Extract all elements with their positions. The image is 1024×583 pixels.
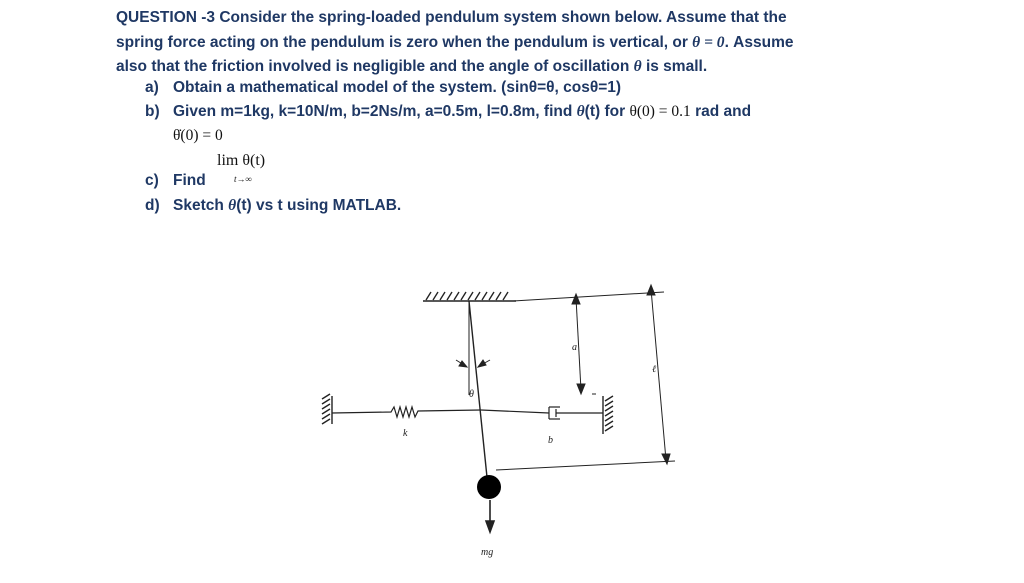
label-l: ℓ bbox=[652, 364, 657, 375]
theta-symbol: θ bbox=[633, 58, 642, 75]
item-d-text: Sketch bbox=[173, 197, 229, 214]
pendulum-mass bbox=[477, 475, 501, 499]
gravity-arrow bbox=[486, 500, 494, 532]
label-mg: mg bbox=[481, 547, 494, 558]
question-line-2-text: spring force acting on the pendulum is zero when the pendulum is vertical, or bbox=[116, 33, 693, 51]
dimension-reference-lines bbox=[496, 292, 675, 470]
item-b-theta: θ bbox=[576, 103, 585, 120]
item-d-label: d) bbox=[145, 197, 160, 214]
right-wall bbox=[603, 396, 613, 434]
item-c-label: c) bbox=[145, 172, 159, 189]
label-k: k bbox=[403, 428, 408, 439]
spring-k bbox=[332, 407, 481, 417]
item-b-initial-condition: θ(0) = 0.1 bbox=[629, 103, 691, 120]
question-line-3-end: is small. bbox=[641, 58, 708, 75]
dimension-l bbox=[647, 285, 670, 464]
item-b-initial-velocity: θ̇(0) = 0 bbox=[173, 127, 223, 144]
question-line-1: QUESTION -3 Consider the spring-loaded pendulum system shown below. Assume that the bbox=[116, 9, 787, 26]
label-b: b bbox=[548, 435, 553, 446]
item-c-text: Find bbox=[173, 172, 206, 189]
item-b-text: Given m=1kg, k=10N/m, b=2Ns/m, a=0.5m, l=0.8m, find bbox=[173, 103, 577, 120]
question-line-3-text: also that the friction involved is negligible and the angle of oscillation bbox=[116, 58, 634, 75]
question-line-2-end: . Assume bbox=[724, 33, 794, 51]
item-b-text3: rad and bbox=[690, 103, 752, 120]
angle-arrows bbox=[456, 360, 490, 367]
item-b-text2: (t) for bbox=[584, 103, 630, 120]
limit-expression: lim θ(t) bbox=[217, 152, 266, 169]
theta-equals-zero: θ = 0 bbox=[692, 33, 725, 51]
left-wall bbox=[322, 394, 332, 424]
limit-subscript: t→∞ bbox=[234, 174, 252, 184]
damper-b bbox=[481, 407, 603, 419]
item-a-label: a) bbox=[145, 79, 159, 96]
item-d-text2: (t) vs t using MATLAB. bbox=[236, 197, 402, 214]
item-a-text: Obtain a mathematical model of the system. (sinθ=θ, cosθ=1) bbox=[173, 79, 622, 96]
item-d-theta: θ bbox=[228, 197, 237, 214]
item-b-label: b) bbox=[145, 103, 160, 120]
label-a: a bbox=[572, 342, 577, 353]
ceiling-support bbox=[423, 292, 516, 301]
label-theta: θ bbox=[469, 389, 474, 400]
